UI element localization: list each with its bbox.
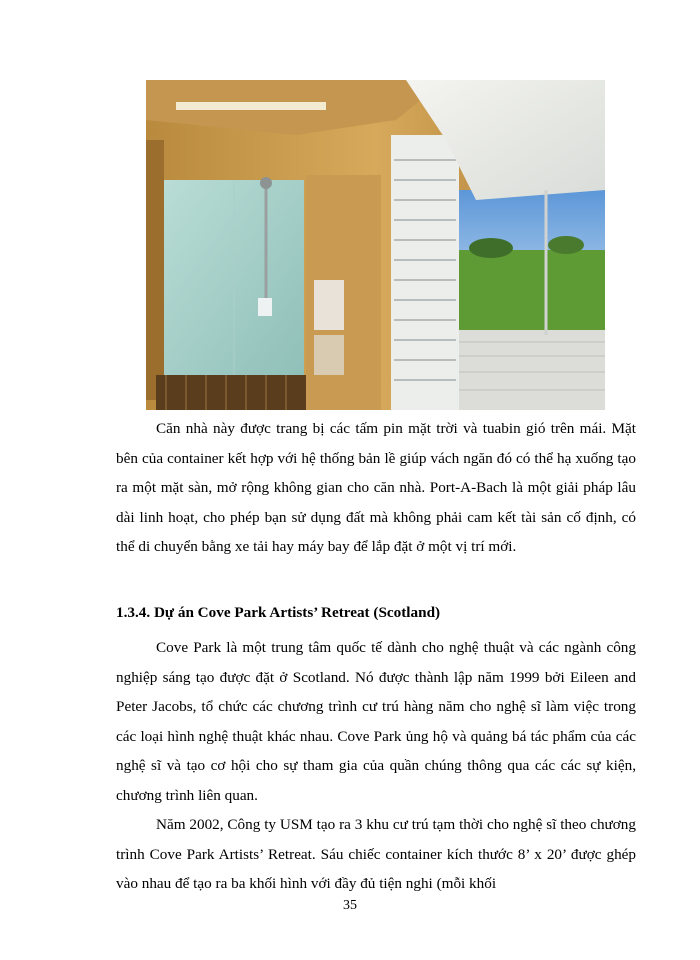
section-heading: 1.3.4. Dự án Cove Park Artists’ Retreat (Scotland) [116,604,441,621]
paragraph: Cove Park là một trung tâm quốc tế dành cho nghệ thuật và các ngành công nghiệp sáng tạo được đặt ở Scotland. Nó được thành lập năm 1999 bởi Eileen and Peter Jacobs, tổ chức các chương trình cư trú hàng năm cho nghệ sĩ làm việc trong các loại hình nghệ thuật khác nhau. Cove Park ủng hộ và quảng bá tác phẩm của các nghệ sĩ và tạo cơ hội cho sự tham gia của quần chúng thông qua các các sự kiện, chương trình liên quan. [116,639,636,804]
page-number: 35 [343,898,357,913]
paragraph: Căn nhà này được trang bị các tấm pin mặt trời và tuabin gió trên mái. Mặt bên của container kết hợp với hệ thống bản lề giúp vách ngăn đó có thể hạ xuống tạo ra một mặt sàn, mở rộng không gian cho căn nhà. Port-A-Bach là một giải pháp lâu dài linh hoạt, cho phép bạn sử dụng đất mà không phải cam kết tài sản cố định, có thể di chuyển bằng xe tải hay máy bay để lắp đặt ở một vị trí mới. [116,420,636,555]
paragraph: Năm 2002, Công ty USM tạo ra 3 khu cư trú tạm thời cho nghệ sĩ theo chương trình Cove Park Artists’ Retreat. Sáu chiếc container kích thước 8’ x 20’ được ghép vào nhau để tạo ra ba khối hình với đầy đủ tiện nghi (mỗi khối [116,816,636,892]
body-text-bottom [116,633,636,899]
figure-photo [146,80,605,410]
body-text-top [116,414,636,562]
